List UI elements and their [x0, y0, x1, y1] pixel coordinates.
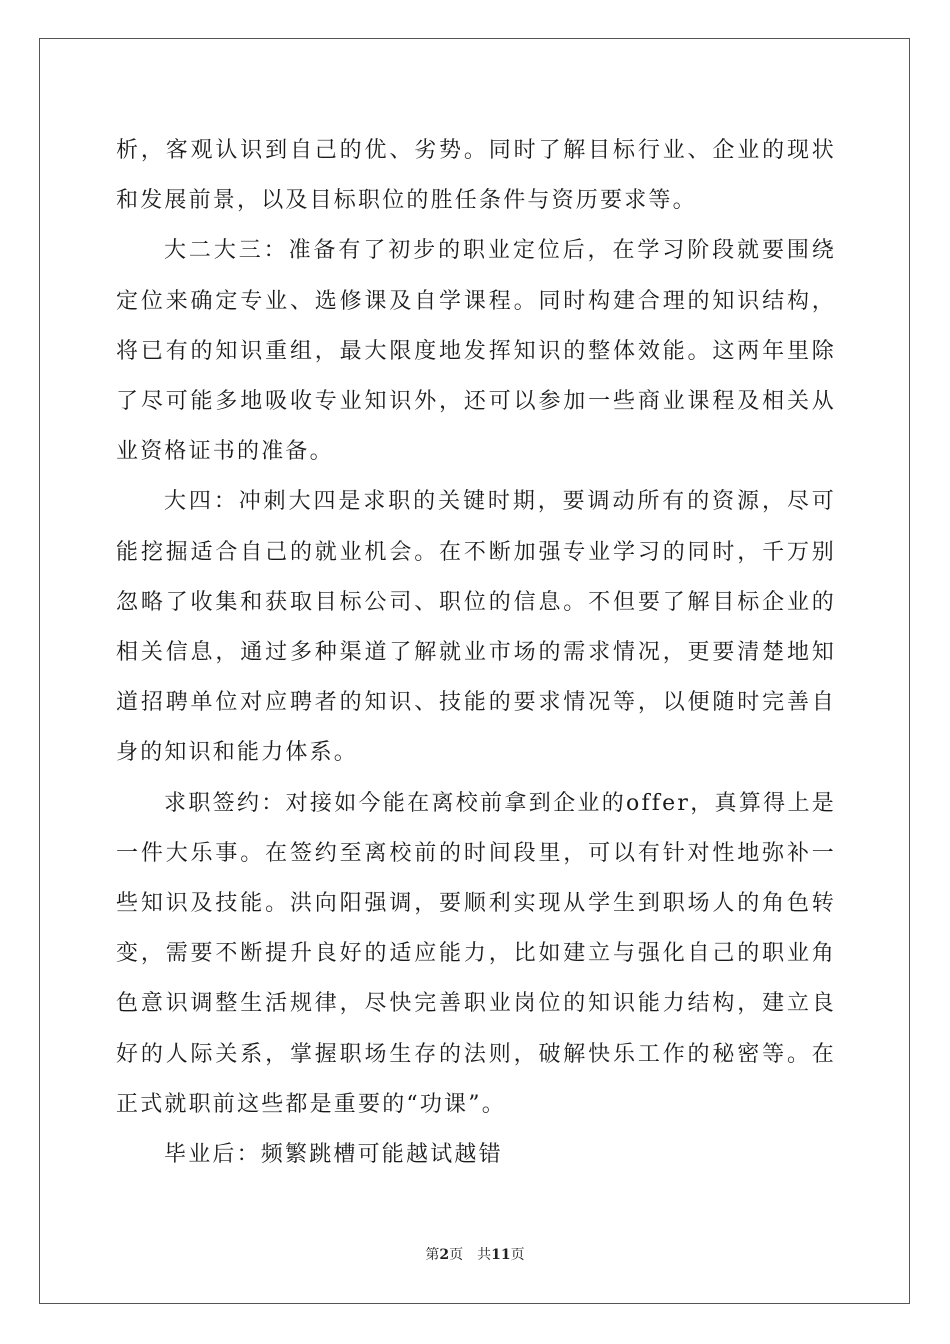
- page-footer: [0, 1244, 950, 1264]
- paragraph-4: 求职签约：对接如今能在离校前拿到企业的offer，真算得上是一件大乐事。在签约至离校前的时间段里，可以有针对性地弥补一些知识及技能。洪向阳强调，要顺利实现从学生到职场人的角色转变，需要不断提升良好的适应能力，比如建立与强化自己的职业角色意识调整生活规律，尽快完善职业岗位的知识能力结构，建立良好的人际关系，掌握职场生存的法则，破解快乐工作的秘密等。在正式就职前这些都是重要的“功课”。: [116, 790, 836, 1117]
- paragraph-5: 毕业后：频繁跳槽可能越试越错: [164, 1142, 503, 1168]
- total-pages: 11: [491, 1247, 511, 1263]
- total-suffix: 页: [510, 1247, 525, 1263]
- page-suffix: 页: [449, 1247, 464, 1263]
- paragraph-2: 大二大三：准备有了初步的职业定位后，在学习阶段就要围绕定位来确定专业、选修课及自学课程。同时构建合理的知识结构，将已有的知识重组，最大限度地发挥知识的整体效能。这两年里除了尽可能多地吸收专业知识外，还可以参加一些商业课程及相关从业资格证书的准备。: [116, 238, 836, 465]
- document-body: [116, 126, 836, 1180]
- paragraph-3: 大四：冲刺大四是求职的关键时期，要调动所有的资源，尽可能挖掘适合自己的就业机会。在不断加强专业学习的同时，千万别忽略了收集和获取目标公司、职位的信息。不但要了解目标企业的相关信息，通过多种渠道了解就业市场的需求情况，更要清楚地知道招聘单位对应聘者的知识、技能的要求情况等，以便随时完善自身的知识和能力体系。: [116, 489, 836, 766]
- page-prefix: 第: [425, 1247, 440, 1263]
- page-number: 2: [439, 1247, 450, 1263]
- total-prefix: 共: [477, 1247, 492, 1263]
- paragraph-1: 析，客观认识到自己的优、劣势。同时了解目标行业、企业的现状和发展前景，以及目标职位的胜任条件与资历要求等。: [116, 138, 836, 214]
